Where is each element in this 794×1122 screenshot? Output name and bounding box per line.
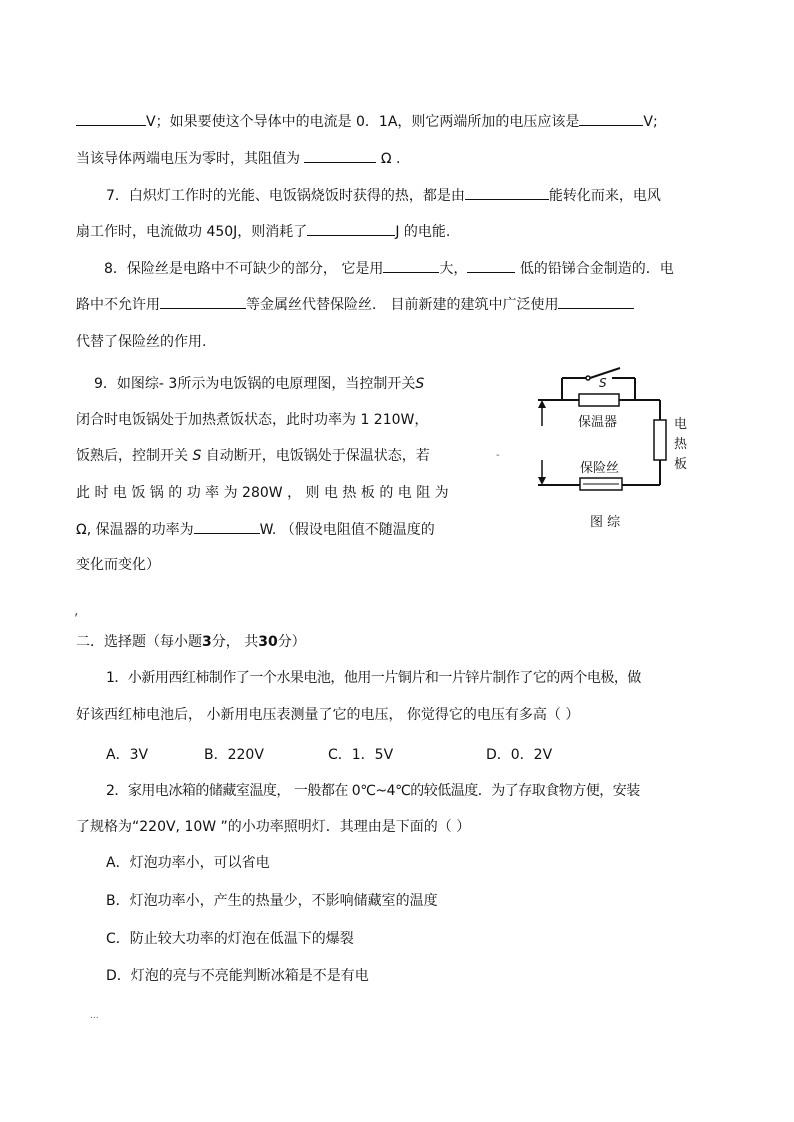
text: 自动断开，电饭锅处于保温状态，若 [205,448,430,464]
mc1-option-c[interactable]: C．1．5V [328,747,394,763]
q7-line-1 [106,185,661,206]
heater-resistor [654,420,666,460]
mc2-option-b[interactable]: B．灯泡功率小，产生的热量少，不影响储藏室的温度 [106,893,438,909]
text: 等金属丝代替保险丝． 目前新建的建筑中广泛使用 [246,297,559,313]
text: 二．选择题（每小题 [76,634,202,650]
answer-blank[interactable] [194,519,260,534]
fuse-label: 保险丝 [580,461,620,476]
text: 8．保险丝是电路中不可缺少的部分， 它是用 [104,261,384,277]
text: 路中不允许用 [76,297,160,313]
mc1-option-a[interactable]: A．3V [106,747,149,763]
text: W. （假设电阻值不随温度的 [259,522,435,538]
heater-label: 电 [674,417,688,432]
text: 大， [439,261,468,277]
keep-warm-label: 保温器 [578,415,618,430]
arrow-down-icon [538,477,546,485]
q8-line-2 [76,294,634,315]
text: 扇工作时，电流做功 450J，则消耗了 [76,224,308,240]
answer-blank[interactable] [579,111,643,126]
answer-blank[interactable] [160,294,246,309]
answer-blank[interactable] [558,294,634,309]
text: Ω . [380,151,401,167]
heater-label: 板 [674,457,688,472]
q9-line-5 [76,519,435,540]
mc2-line-2: 了规格为“220V, 10W ”的小功率照明灯．其理由是下面的（ ） [76,819,471,835]
heater-label: 热 [674,437,688,452]
q9-line-3 [76,446,430,466]
q8-line-1 [104,258,674,279]
mc2-line-1: 2．家用电冰箱的储藏室温度， 一般都在 0℃~4℃的较低温度．为了存取食物方便，安装 [106,783,640,799]
mc2-option-a[interactable]: A．灯泡功率小，可以省电 [106,855,270,871]
text: 9．如图综- 3所示为电饭锅的电原理图，当控制开关 [94,376,416,392]
text: 7．白炽灯工作时的光能、电饭锅烧饭时获得的热，都是由 [106,188,465,204]
text: V；如果要使这个导体中的电流是 0．1A，则它两端所加的电压应该是 [146,114,580,130]
mc1-option-b[interactable]: B．220V [204,747,264,763]
q6-line-1 [76,111,658,132]
mc1-line-1: 1．小新用西红柿制作了一个水果电池，他用一片铜片和一片锌片制作了它的两个电极，做 [106,670,641,686]
text: 饭熟后，控制开关 [76,448,188,464]
answer-blank[interactable] [307,221,395,236]
answer-blank[interactable] [304,148,376,163]
arrow-up-icon [538,400,546,408]
side-mark: - [496,450,500,461]
text: 分） [277,634,306,650]
text: 3 [202,634,212,650]
mc1-line-2: 好该西红柿电池后， 小新用电压表测量了它的电压， 你觉得它的电压有多高（ ） [76,707,580,723]
text: S [192,448,202,464]
text: 分， 共 [211,634,259,650]
mc2-option-c[interactable]: C．防止较大功率的灯泡在低温下的爆裂 [106,931,354,947]
answer-blank[interactable] [467,258,515,273]
text: 低的铅锑合金制造的．电 [519,261,674,277]
text: 30 [258,634,278,650]
answer-blank[interactable] [76,111,146,126]
switch-contact [586,376,590,380]
section-heading [76,632,306,652]
mc2-option-d[interactable]: D．灯泡的亮与不亮能判断冰箱是不是有电 [106,968,369,984]
answer-blank[interactable] [465,185,549,200]
keep-warm-resistor [579,394,619,406]
text: V; [643,114,658,130]
text: S [415,376,425,392]
circuit-diagram [490,360,700,535]
answer-blank[interactable] [383,258,439,273]
q9-line-6: 变化而变化） [76,557,160,573]
text: 能转化而来，电风 [548,188,661,204]
stray-mark: , [74,603,79,619]
stray-mark: ... [90,1011,99,1021]
q6-line-2 [76,148,401,169]
text: 当该导体两端电压为零时，其阻值为 [76,151,300,167]
mc1-option-d[interactable]: D．0．2V [486,747,553,763]
q9-line-1 [94,374,424,394]
q8-line-3: 代替了保险丝的作用. [76,334,207,350]
switch-label: S [599,376,607,390]
text: J 的电能. [395,224,451,240]
figure-caption: 图 综 [590,515,621,530]
text: Ω, 保温器的功率为 [76,522,194,538]
q7-line-2 [76,221,450,242]
q9-line-4: 此 时 电 饭 锅 的 功 率 为 280W ， 则 电 热 板 的 电 阻 为 [76,485,449,501]
q9-line-2: 闭合时电饭锅处于加热煮饭状态，此时功率为 1 210W， [76,412,429,428]
